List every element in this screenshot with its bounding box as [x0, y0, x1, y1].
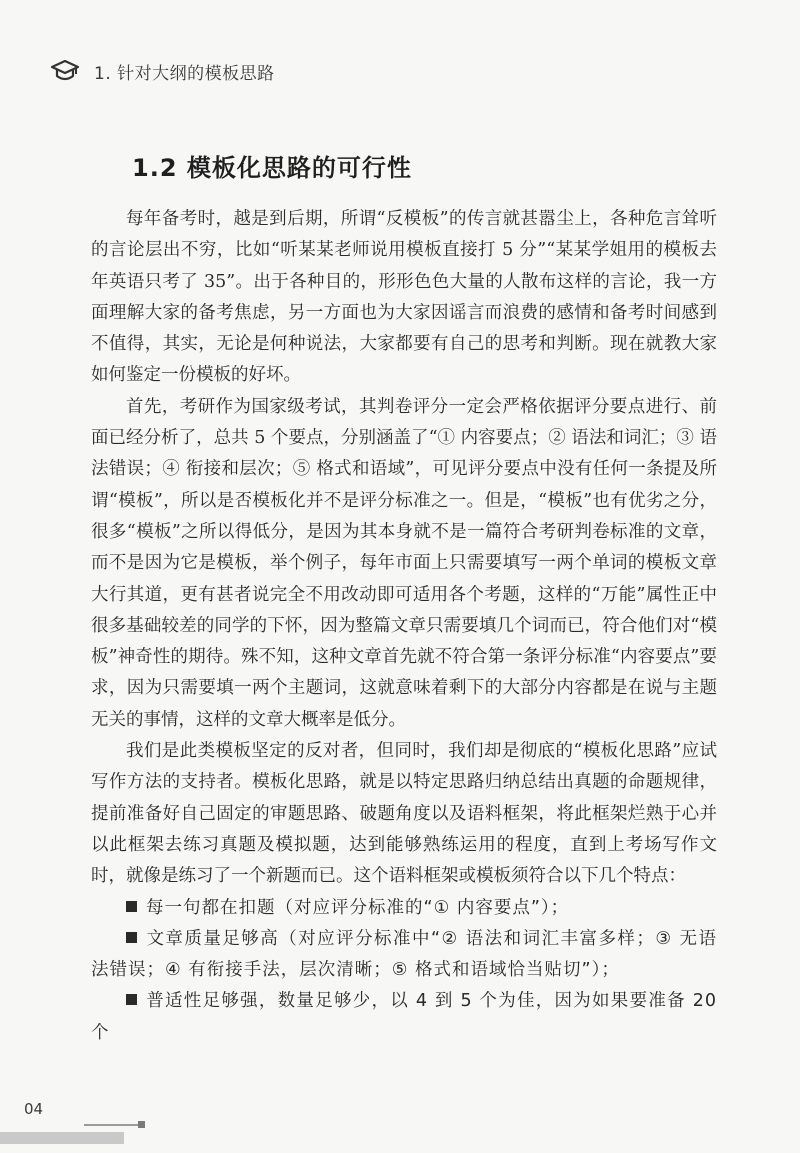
- page-number: 04: [24, 1100, 44, 1118]
- bullet-text: 文章质量足够高（对应评分标准中“② 语法和词汇丰富多样；③ 无语法错误；④ 有衔接手法，层次清晰；⑤ 格式和语域恰当贴切”）；: [91, 928, 717, 981]
- square-bullet-icon: [126, 901, 137, 912]
- footer-bar: [0, 1132, 124, 1144]
- main-text: [91, 204, 717, 1049]
- square-bullet-icon: [126, 932, 137, 943]
- bullet-text: 普适性足够强，数量足够少，以 4 到 5 个为佳，因为如果要准备 20 个: [91, 991, 717, 1043]
- bullet-item: [91, 924, 717, 987]
- bullet-text: 每一句都在扣题（对应评分标准的“① 内容要点”）；: [146, 897, 570, 918]
- paragraph-3: 我们是此类模板坚定的反对者，但同时，我们却是彻底的“模板化思路”应试写作方法的支持者。模板化思路，就是以特定思路归纳总结出真题的命题规律，提前准备好自己固定的审题思路、破题角度以及语料框架，将此框架烂熟于心并以此框架去练习真题及模拟题，达到能够熟练运用的程度，直到上考场写作文时，就像是练习了一个新题而已。这个语料框架或模板须符合以下几个特点：: [91, 741, 717, 887]
- chapter-title: 1. 针对大纲的模板思路: [94, 63, 275, 84]
- paragraph-2: 首先，考研作为国家级考试，其判卷评分一定会严格依据评分要点进行、前面已经分析了，总共 5 个要点，分别涵盖了“① 内容要点；② 语法和词汇；③ 语法错误；④ 衔接和层次；⑤ 格式和语域”，可见评分要点中没有任何一条提及所谓“模板”，所以是否模板化并不是评分标准之一。但是，“模板”也有优劣之分，很多“模板”之所以得低分，是因为其本身就不是一篇符合考研判卷标准的文章，而不是因为它是模板，举个例子，每年市面上只需要填写一两个单词的模板文章大行其道，更有甚者说完全不用改动即可适用各个考题，这样的“万能”属性正中很多基础较差的同学的下怀，因为整篇文章只需要填几个词而已，符合他们对“模板”神奇性的期待。殊不知，这种文章首先就不符合第一条评分标准“内容要点”要求，因为只需要填一两个主题词，这就意味着剩下的大部分内容都是在说与主题无关的事情，这样的文章大概率是低分。: [91, 396, 717, 730]
- bullet-item: [91, 986, 717, 1049]
- bullet-item: [91, 893, 717, 924]
- graduation-cap-icon: [50, 59, 80, 83]
- section-heading: 1.2 模板化思路的可行性: [132, 154, 412, 182]
- footer-rule: [84, 1124, 142, 1126]
- square-bullet-icon: [126, 994, 137, 1005]
- footer-marker: [138, 1121, 145, 1128]
- paragraph-1: 每年备考时，越是到后期，所谓“反模板”的传言就甚嚣尘上，各种危言耸听的言论层出不穷，比如“听某某老师说用模板直接打 5 分”“某某学姐用的模板去年英语只考了 35”。出于各种目的，形形色色大量的人散布这样的言论，我一方面理解大家的备考焦虑，另一方面也为大家因谣言而浪费的感情和备考时间感到不值得，其实，无论是何种说法，大家都要有自己的思考和判断。现在就教大家如何鉴定一份模板的好坏。: [91, 209, 717, 386]
- running-header: [50, 56, 275, 86]
